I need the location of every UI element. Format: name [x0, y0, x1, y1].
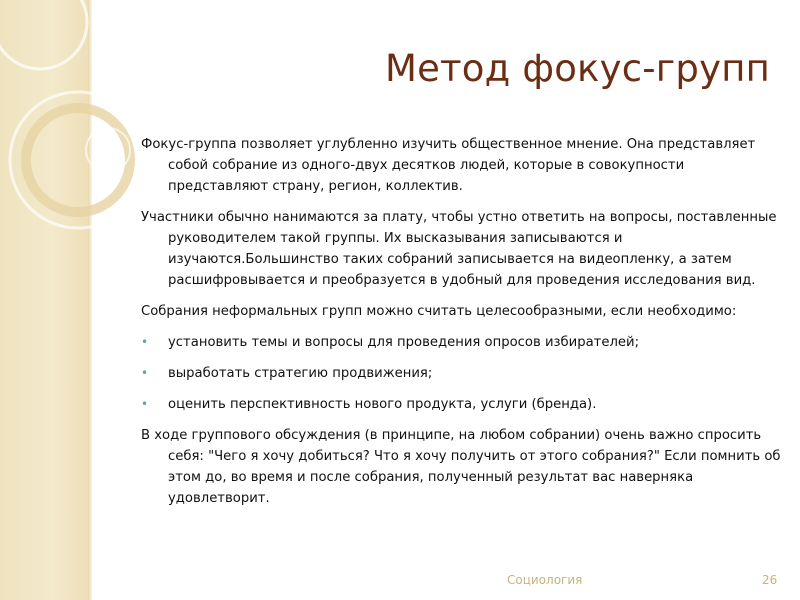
bullet-text: оценить перспективность нового продукта, услуги (бренда).	[168, 397, 597, 412]
paragraph-closing: В ходе группового обсуждения (в принципе, на любом собрании) очень важно спросить себя: "Чего я хочу добиться? Что я хочу получить от этого собрания?" Если помнить об этом до, во время и после собрания, полученный результат вас наверняка удовлетворит.	[141, 428, 781, 506]
paragraph-informal-groups: Собрания неформальных групп можно считать целесообразными, если необходимо:	[141, 304, 737, 319]
deco-circle-small	[86, 128, 130, 172]
slide-title: Метод фокус-групп	[384, 47, 770, 90]
slide-body	[141, 134, 781, 519]
paragraph-participants: Участники обычно нанимаются за плату, чтобы устно ответить на вопросы, поставленные руководителем такой группы. Их высказывания записываются и изучаются.Большинство таких собраний записывается на видеопленку, а затем расшифровывается и преобразуется в удобный для проведения исследования вид.	[141, 210, 777, 288]
bullet-item	[141, 394, 781, 415]
bullet-item	[141, 332, 781, 353]
bullet-text: установить темы и вопросы для проведения опросов избирателей;	[168, 335, 640, 350]
bullet-icon: •	[141, 366, 149, 380]
footer-subject: Социология	[507, 573, 583, 587]
paragraph-definition: Фокус-группа позволяет углубленно изучить общественное мнение. Она представляет собой собрание из одного-двух десятков людей, которые в совокупности представляют страну, регион, коллектив.	[141, 137, 756, 194]
deco-circle-middle-inner	[26, 108, 130, 212]
footer-page-number: 26	[762, 573, 778, 587]
bullet-text: выработать стратегию продвижения;	[168, 366, 433, 381]
bullet-icon: •	[141, 397, 149, 411]
bullet-icon: •	[141, 335, 149, 349]
deco-circle-top	[0, 0, 87, 69]
bullet-item	[141, 363, 781, 384]
